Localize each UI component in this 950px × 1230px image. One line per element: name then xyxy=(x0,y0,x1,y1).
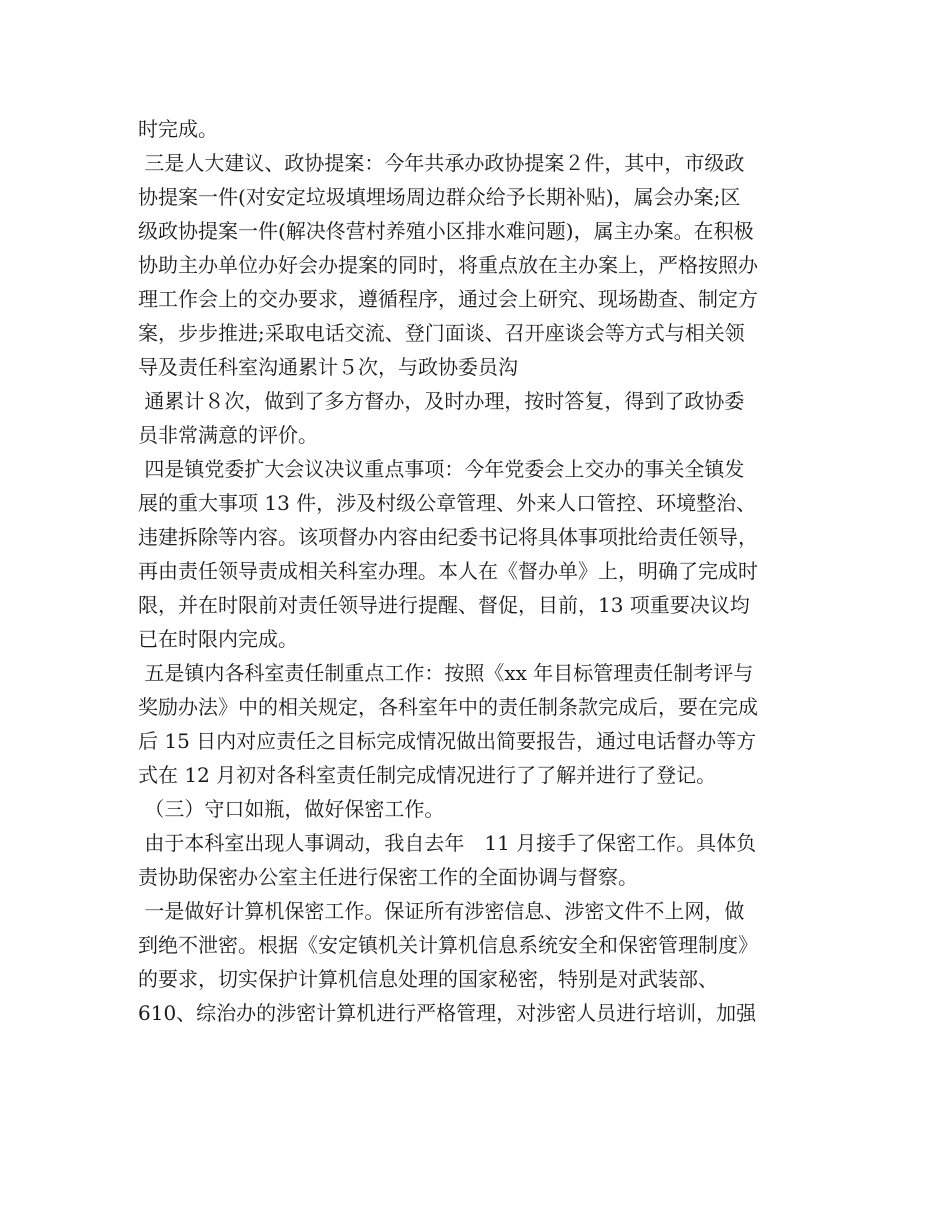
text-line: 展的重大事项 13 件，涉及村级公章管理、外来人口管控、环境整治、 xyxy=(138,491,757,515)
text-line: 违建拆除等内容。该项督办内容由纪委书记将具体事项批给责任领导， xyxy=(138,525,758,549)
text-line: 由于本科室出现人事调动，我自去年 11 月接手了保密工作。具体负 xyxy=(138,831,757,855)
text-line: 四是镇党委扩大会议决议重点事项：今年党委会上交办的事关全镇发 xyxy=(138,457,745,481)
text-line: 后 15 日内对应责任之目标完成情况做出简要报告，通过电话督办等方 xyxy=(138,729,757,753)
text-line: 式在 12 月初对各科室责任制完成情况进行了了解并进行了登记。 xyxy=(138,763,717,787)
text-line: 再由责任领导责成相关科室办理。本人在《督办单》上，明确了完成时 xyxy=(138,559,758,583)
text-line: 时完成。 xyxy=(138,117,218,141)
text-line: 通累计８次，做到了多方督办，及时办理，按时答复，得到了政协委 xyxy=(138,389,745,413)
text-line: 的要求，切实保护计算机信息处理的国家秘密，特别是对武装部、 xyxy=(138,967,718,991)
text-line: 限，并在时限前对责任领导进行提醒、督促，目前，13 项重要决议均 xyxy=(138,593,750,617)
text-line: 案，步步推进;采取电话交流、登门面谈、召开座谈会等方式与相关领 xyxy=(138,321,745,345)
body-text xyxy=(138,112,828,1030)
text-line: 610、综治办的涉密计算机进行严格管理，对涉密人员进行培训，加强 xyxy=(138,1001,757,1025)
text-line: 一是做好计算机保密工作。保证所有涉密信息、涉密文件不上网，做 xyxy=(138,899,745,923)
text-line: 到绝不泄密。根据《安定镇机关计算机信息系统安全和保密管理制度》 xyxy=(138,933,758,957)
text-line: 协助主办单位办好会办提案的同时，将重点放在主办案上，严格按照办 xyxy=(138,253,758,277)
text-line: 五是镇内各科室责任制重点工作：按照《xx 年目标管理责任制考评与 xyxy=(138,661,754,685)
text-line: 级政协提案一件(解决佟营村养殖小区排水难问题)，属主办案。在积极 xyxy=(138,219,754,243)
text-line: 协提案一件(对安定垃圾填埋场周边群众给予长期补贴)，属会办案;区 xyxy=(138,185,741,209)
text-line: 员非常满意的评价。 xyxy=(138,423,318,447)
text-line: 责协助保密办公室主任进行保密工作的全面协调与督察。 xyxy=(138,865,638,889)
text-line: 理工作会上的交办要求，遵循程序，通过会上研究、现场勘查、制定方 xyxy=(138,287,758,311)
text-line: （三）守口如瓶，做好保密工作。 xyxy=(138,797,445,821)
text-line: 已在时限内完成。 xyxy=(138,627,298,651)
text-line: 奖励办法》中的相关规定，各科室年中的责任制条款完成后，要在完成 xyxy=(138,695,758,719)
text-line: 三是人大建议、政协提案：今年共承办政协提案２件，其中，市级政 xyxy=(138,151,745,175)
text-line: 导及责任科室沟通累计５次，与政协委员沟 xyxy=(138,355,518,379)
